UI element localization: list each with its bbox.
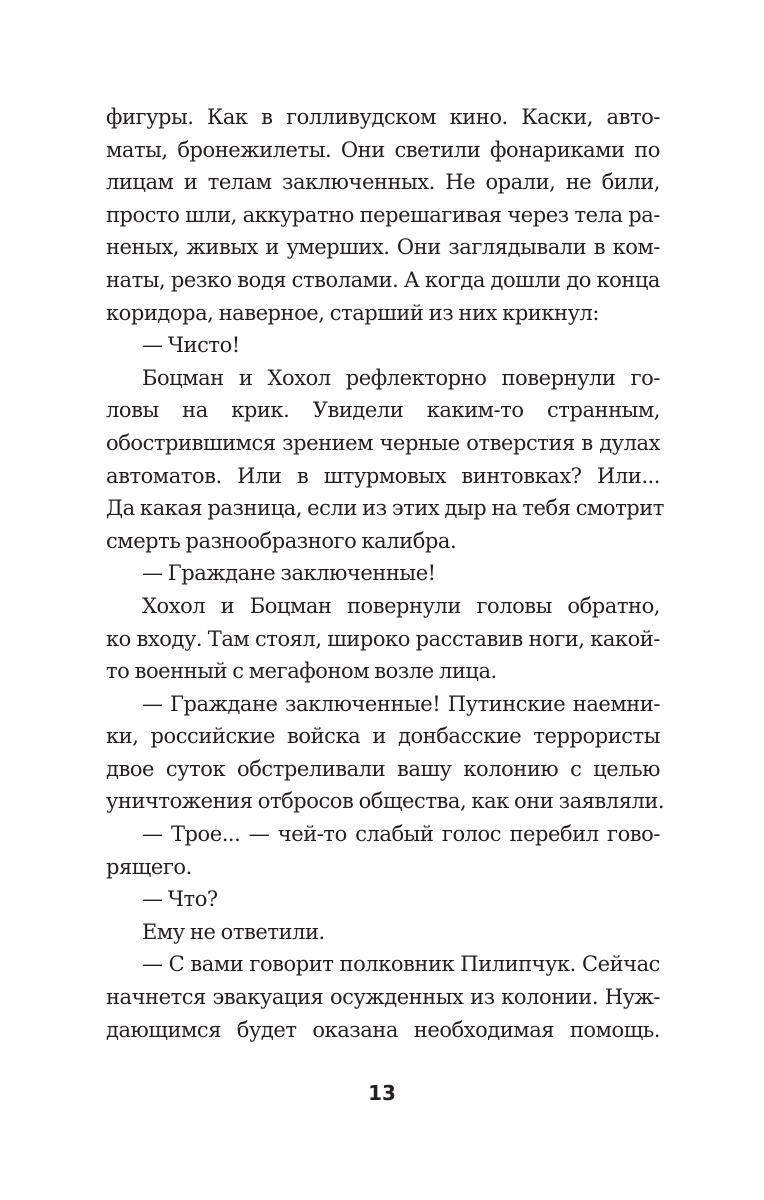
page-number: 13: [368, 1081, 396, 1105]
text-line: коридора, наверное, старший из них крикнул:: [106, 300, 600, 325]
body-text: [106, 101, 665, 1046]
dialogue-line: — С вами говорит полковник Пилипчук. Сейчас: [142, 952, 660, 977]
paragraph-first-line: Боцман и Хохол рефлекторно повернули го-: [142, 365, 660, 390]
text-line: рящего.: [106, 854, 192, 879]
text-line: начнется эвакуация осужденных из колонии. Нуж-: [106, 985, 660, 1010]
text-line: двое суток обстреливали вашу колонию с целью: [106, 756, 660, 781]
text-line: просто шли, аккуратно перешагивая через тела ра-: [106, 202, 660, 227]
text-line: ловы на крик. Увидели каким-то странным,: [106, 398, 660, 423]
text-line: уничтожения отбросов общества, как они заявляли.: [106, 789, 665, 814]
text-line: то военный с мегафоном возле лица.: [106, 659, 497, 684]
paragraph-first-line: Ему не ответили.: [142, 919, 325, 944]
text-line: наты, резко водя стволами. А когда дошли до конца: [106, 267, 660, 292]
text-line: обострившимся зрением черные отверстия в дулах: [106, 430, 660, 455]
text-line: неных, живых и умерших. Они заглядывали в ком-: [106, 235, 660, 260]
text-line: автоматов. Или в штурмовых винтовках? Или...: [106, 463, 660, 488]
text-line: маты, бронежилеты. Они светили фонариками по: [106, 137, 660, 162]
dialogue-line: — Граждане заключенные! Путинские наемни-: [142, 691, 660, 716]
text-line: смерть разнообразного калибра.: [106, 528, 457, 553]
dialogue-line: — Трое... — чей-то слабый голос перебил гово-: [142, 822, 660, 847]
text-line: Да какая разница, если из этих дыр на тебя смотрит: [106, 496, 664, 521]
text-line: ко входу. Там стоял, широко расставив ноги, какой-: [106, 626, 660, 651]
dialogue-line: — Чисто!: [142, 333, 240, 358]
text-line: лицам и телам заключенных. Не орали, не били,: [106, 170, 660, 195]
text-line: ки, российские войска и донбасские террористы: [106, 724, 660, 749]
text-line: фигуры. Как в голливудском кино. Каски, авто-: [106, 105, 660, 129]
paragraph-first-line: Хохол и Боцман повернули головы обратно,: [142, 593, 660, 618]
dialogue-line: — Граждане заключенные!: [142, 561, 436, 586]
dialogue-line: — Что?: [142, 887, 218, 912]
text-line: дающимся будет оказана необходимая помощь.: [106, 1017, 660, 1042]
